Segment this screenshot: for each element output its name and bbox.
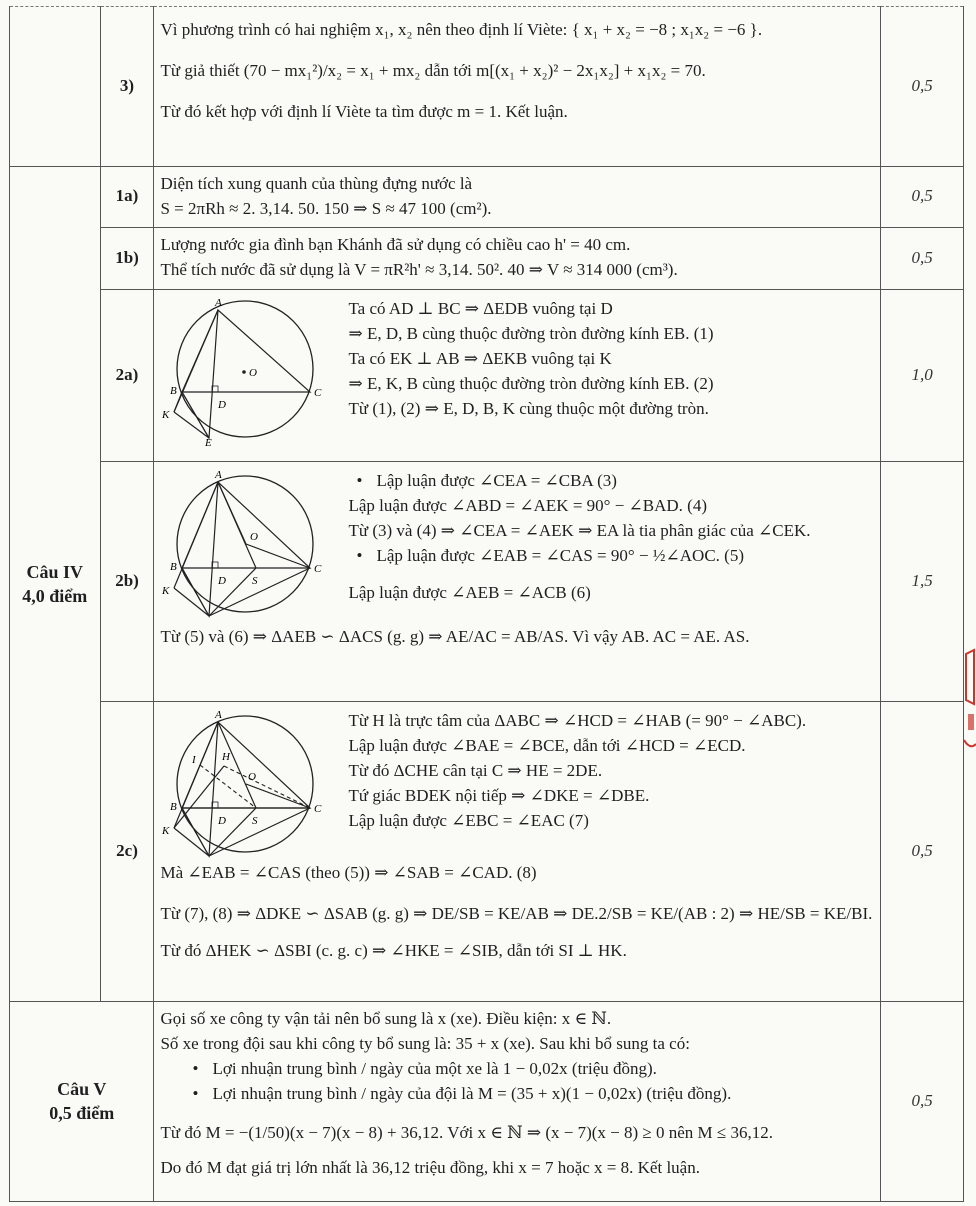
- part-label: 2a): [100, 289, 154, 461]
- label-S: S: [252, 814, 258, 827]
- row-2c: [10, 701, 964, 1001]
- label-K: K: [162, 408, 170, 421]
- row-content: Gọi số xe công ty vận tải nên bổ sung là x (xe). Điều kiện: x ∈ ℕ. Số xe trong đội sau khi công ty bổ sung là: 35 + x (xe). Sau khi bổ sung ta có: • Lợi nhuận trung bình / ngày của một xe là 1 − 0,02x (triệu đồng). • Lợi nhuận trung bình / ngày của đội là M = (35 + x)(1 − 0,02x) (triệu đồng). Từ đó M = −(1/50)(x − 7)(x − 8) + 36,12. Với x ∈ ℕ ⇒ (x − 7)(x − 8) ≥ 0 nên M ≤ 36,12. Do đó M đạt giá trị lớn nhất là 36,12 triệu đồng, khi x = 7 hoặc x = 8. Kết luận.: [154, 1001, 881, 1201]
- stamp-fragment: [960, 640, 976, 760]
- score: 0,5: [881, 1001, 964, 1201]
- label-E: [204, 857, 212, 858]
- label-E: E: [205, 436, 213, 446]
- answer-table: [9, 6, 964, 1202]
- label-K: K: [162, 824, 170, 837]
- label-B: B: [170, 384, 178, 397]
- score: 0,5: [881, 701, 964, 1001]
- row-2a: [10, 289, 964, 461]
- part-label: 1b): [100, 227, 154, 289]
- label-O: O: [248, 770, 257, 783]
- question-cell-v: Câu V 0,5 điểm: [10, 1001, 154, 1201]
- row-content: A B C D K O S • Lập luận được ∠CEA = ∠CBA (3) Lập luận được ∠ABD = ∠AEK = 90° − ∠BAD. (4) Từ (3) và (4) ⇒ ∠CEA = ∠AEK ⇒ EA là tia phân giác của ∠CEK. • Lập luận được ∠EAB = ∠CAS = 90° − ½∠AOC. (5) Lập luận được ∠AEB = ∠ACB (6) Từ (5) và (6) ⇒ ΔAEB ∽ ΔACS (g. g) ⇒ AE/AC = AB/AS. Vì vậy AB. AC = AE. AS.: [154, 461, 881, 701]
- question-cell-iv: Câu IV 4,0 điểm: [10, 167, 101, 1002]
- part-label: 2c): [100, 701, 154, 1001]
- row-3: [10, 7, 964, 167]
- row-content: Vì phương trình có hai nghiệm x₁, x₂ nên theo định lí Viète: { x₁ + x₂ = −8 ; x₁x₂ = −6 }. Từ giả thiết (70 − mx₁²)/x₂ = x₁ + mx₂ dẫn tới m[(x₁ + x₂)² − 2x₁x₂] + x₁x₂ = 70. Từ đó kết hợp với định lí Viète ta tìm được m = 1. Kết luận.: [154, 7, 881, 167]
- label-B: B: [170, 560, 178, 573]
- row-content: A B C D E K O Ta có AD ⊥ BC ⇒ ΔEDB vuông tại D ⇒ E, D, B cùng thuộc đường tròn đường kính EB. (1) Ta có EK ⊥ AB ⇒ ΔEKB vuông tại K ⇒ E, K, B cùng thuộc đường tròn đường kính EB. (2) Từ (1), (2) ⇒ E, D, B, K cùng thuộc một đường tròn.: [154, 289, 881, 461]
- row-1b: [10, 227, 964, 289]
- label-I: I: [192, 753, 197, 766]
- label-A: A: [215, 296, 223, 309]
- geometry-figure-2a: [160, 296, 330, 446]
- label-C: C: [314, 802, 322, 815]
- score: 0,5: [881, 167, 964, 228]
- score: 0,5: [881, 227, 964, 289]
- label-S: S: [252, 574, 258, 587]
- score: 1,5: [881, 461, 964, 701]
- row-content: Lượng nước gia đình bạn Khánh đã sử dụng có chiều cao h' = 40 cm. Thể tích nước đã sử dụng là V = πR²h' ≈ 3,14. 50². 40 ⇒ V ≈ 314 000 (cm³).: [154, 227, 881, 289]
- label-H: H: [222, 750, 231, 763]
- label-E: [204, 617, 212, 618]
- label-C: C: [314, 386, 322, 399]
- row-1a: [10, 167, 964, 228]
- label-D: D: [218, 398, 227, 411]
- part-label: 1a): [100, 167, 154, 228]
- label-K: K: [162, 584, 170, 597]
- geometry-figure-2b: [160, 468, 330, 618]
- label-A: A: [215, 468, 223, 481]
- geometry-figure-2c: [160, 708, 330, 858]
- label-A: A: [215, 708, 223, 721]
- label-D: D: [218, 814, 227, 827]
- row-2b: [10, 461, 964, 701]
- part-label: 3): [100, 7, 154, 167]
- row-cau-v: [10, 1001, 964, 1201]
- label-C: C: [314, 562, 322, 575]
- row-content: Diện tích xung quanh của thùng đựng nước là S = 2πRh ≈ 2. 3,14. 50. 150 ⇒ S ≈ 47 100 (cm²).: [154, 167, 881, 228]
- row-content: A B C D K O S H I Từ H là trực tâm của ΔABC ⇒ ∠HCD = ∠HAB (= 90° − ∠ABC). Lập luận được ∠BAE = ∠BCE, dẫn tới ∠HCD = ∠ECD. Từ đó ΔCHE cân tại C ⇒ HE = 2DE. Tứ giác BDEK nội tiếp ⇒ ∠DKE = ∠DBE. Lập luận được ∠EBC = ∠EAC (7) Mà ∠EAB = ∠CAS (theo (5)) ⇒ ∠SAB = ∠CAD. (8) Từ (7), (8) ⇒ ΔDKE ∽ ΔSAB (g. g) ⇒ DE/SB = KE/AB ⇒ DE.2/SB = KE/(AB : 2) ⇒ HE/SB = KE/BI. Từ đó ΔHEK ∽ ΔSBI (c. g. c) ⇒ ∠HKE = ∠SIB, dẫn tới SI ⊥ HK.: [154, 701, 881, 1001]
- label-O: O: [250, 530, 259, 543]
- part-label: 2b): [100, 461, 154, 701]
- label-B: B: [170, 800, 178, 813]
- label-O: O: [249, 366, 258, 379]
- label-D: D: [218, 574, 227, 587]
- score: 1,0: [881, 289, 964, 461]
- score: 0,5: [881, 7, 964, 167]
